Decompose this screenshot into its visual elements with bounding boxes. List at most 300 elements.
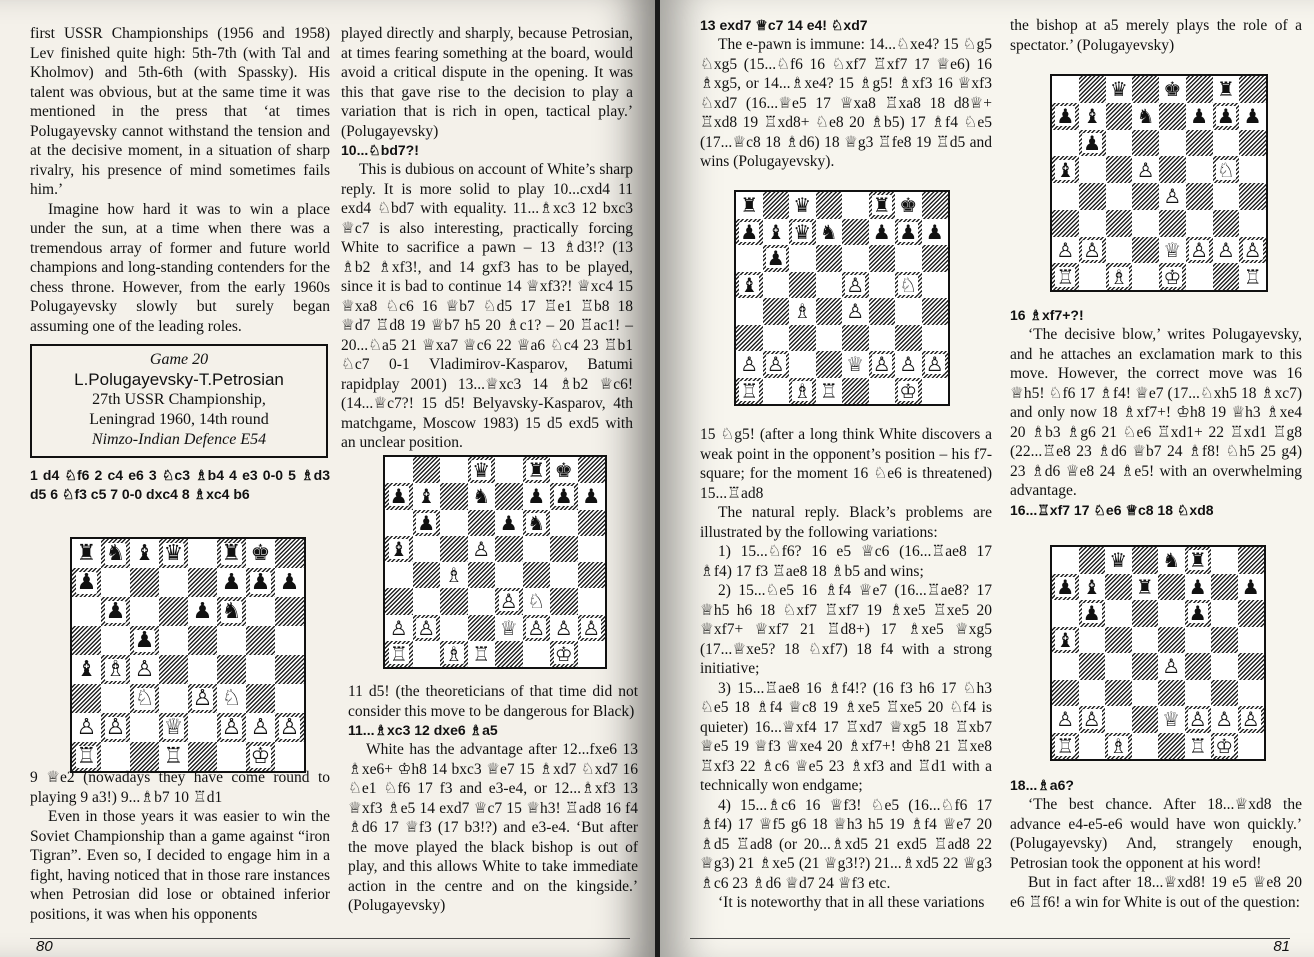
white-pawn-icon: ♙ bbox=[105, 714, 126, 740]
board-square bbox=[1106, 183, 1133, 210]
board-square bbox=[1132, 183, 1159, 210]
paragraph: This is dubious on account of White’s sharp reply. It is more solid to play 10...cxd4 11 exd4 ♘bd7 with equality. 11...♗xc3 12 bxc3 ♕c7 is also interesting, practically forcing White to sacrifice a pawn – 13 ♗d3!? (13 ♗b2 ♗xf3!, and 14 gxf3 has to be played, since it is bad to continue 14 ♕xf3?! ♕xc4 15 ♕xa8 ♘c6 16 ♕b7 ♘d5 17 ♖e1 ♖b8 18 ♕d7 ♖d8 19 ♕b7 h5 20 ♗c1? – 20 ♖ac1! – 20...♘a5 21 ♕xa7 ♕c6 22 ♕a6 ♘c4 23 ♖b1 ♘c7 0-1 Vladimirov-Kasparov, Batumi rapidplay 2001) 13...♕xc3 14 ♗b2 ♕c6! (14...♕c7?! 15 d5! Belyavsky-Kasparov, 4th matchgame, Moscow 1983) 15 d5 exd5 with an unclear position. bbox=[341, 161, 633, 451]
white-bishop-icon: ♗ bbox=[444, 563, 463, 588]
board-square bbox=[922, 325, 949, 352]
board-square bbox=[1238, 733, 1265, 760]
black-pawn-icon: ♟ bbox=[499, 510, 518, 535]
left-column-2 bbox=[341, 24, 633, 453]
white-pawn-icon: ♙ bbox=[846, 299, 865, 324]
board-square bbox=[440, 562, 468, 588]
white-pawn-icon: ♙ bbox=[872, 352, 891, 377]
board-square bbox=[816, 245, 843, 272]
white-king-icon: ♔ bbox=[554, 641, 573, 666]
board-square bbox=[1239, 130, 1266, 157]
game-players: L.Polugayevsky-T.Petrosian bbox=[74, 370, 284, 389]
black-rook-icon: ♜ bbox=[1135, 574, 1154, 599]
white-pawn-icon: ♙ bbox=[766, 352, 785, 377]
board-square bbox=[895, 245, 922, 272]
white-pawn-icon: ♙ bbox=[192, 685, 213, 711]
board-square bbox=[1213, 183, 1240, 210]
black-bishop-icon: ♝ bbox=[389, 536, 408, 561]
board-square bbox=[1132, 653, 1159, 680]
board-square bbox=[523, 536, 551, 562]
board-square bbox=[72, 684, 101, 713]
board-square bbox=[72, 597, 101, 626]
board-square bbox=[1238, 706, 1265, 733]
board-square bbox=[1159, 103, 1186, 130]
white-pawn-icon: ♙ bbox=[1056, 707, 1075, 732]
board-square bbox=[842, 245, 869, 272]
white-knight-icon: ♘ bbox=[221, 685, 242, 711]
white-pawn-icon: ♙ bbox=[527, 615, 546, 640]
white-bishop-icon: ♗ bbox=[793, 378, 812, 403]
board-square bbox=[130, 684, 159, 713]
board-square bbox=[1211, 547, 1238, 574]
board-square bbox=[1213, 210, 1240, 237]
chess-diagram-3 bbox=[734, 190, 950, 406]
board-square bbox=[72, 742, 101, 771]
white-pawn-icon: ♙ bbox=[846, 272, 865, 297]
board-square bbox=[385, 588, 413, 614]
board-square bbox=[1052, 574, 1079, 601]
move-heading: 16 ♗xf7+?! bbox=[1010, 307, 1084, 323]
board-square bbox=[1238, 547, 1265, 574]
black-pawn-icon: ♟ bbox=[582, 484, 601, 509]
black-pawn-icon: ♟ bbox=[76, 569, 97, 595]
board-square bbox=[1105, 600, 1132, 627]
chess-diagram-4 bbox=[1050, 74, 1268, 292]
board-square bbox=[789, 351, 816, 378]
board-square bbox=[578, 641, 606, 667]
board-square bbox=[1079, 263, 1106, 290]
board-square bbox=[130, 597, 159, 626]
board-square bbox=[736, 351, 763, 378]
board-square bbox=[188, 539, 217, 568]
board-square bbox=[101, 539, 130, 568]
black-pawn-icon: ♟ bbox=[1082, 601, 1101, 626]
board-square bbox=[1132, 156, 1159, 183]
board-square bbox=[1185, 547, 1212, 574]
move-heading: 13 exd7 ♕c7 14 e4! ♘xd7 bbox=[700, 17, 868, 33]
board-square bbox=[495, 615, 523, 641]
board-square bbox=[523, 510, 551, 536]
board-square bbox=[895, 325, 922, 352]
footer-rule bbox=[30, 938, 630, 939]
board-square bbox=[1158, 547, 1185, 574]
left-column-1 bbox=[30, 24, 330, 504]
board-square bbox=[816, 192, 843, 219]
black-pawn-icon: ♟ bbox=[279, 569, 300, 595]
board-square bbox=[1185, 627, 1212, 654]
board-square bbox=[736, 245, 763, 272]
board-square bbox=[440, 457, 468, 483]
white-pawn-icon: ♙ bbox=[1190, 237, 1209, 262]
board-square bbox=[895, 378, 922, 405]
board-square bbox=[275, 626, 304, 655]
white-pawn-icon: ♙ bbox=[1243, 237, 1262, 262]
board-square bbox=[72, 568, 101, 597]
board-square bbox=[246, 742, 275, 771]
board-square bbox=[922, 192, 949, 219]
white-pawn-icon: ♙ bbox=[582, 615, 601, 640]
board-square bbox=[495, 588, 523, 614]
black-rook-icon: ♜ bbox=[1216, 77, 1235, 102]
board-square bbox=[1052, 706, 1079, 733]
black-knight-icon: ♞ bbox=[105, 540, 126, 566]
board-square bbox=[1079, 103, 1106, 130]
white-pawn-icon: ♙ bbox=[221, 714, 242, 740]
board-square bbox=[246, 626, 275, 655]
board-square bbox=[217, 655, 246, 684]
black-pawn-icon: ♟ bbox=[134, 627, 155, 653]
white-pawn-icon: ♙ bbox=[1082, 707, 1101, 732]
board-square bbox=[1105, 680, 1132, 707]
white-pawn-icon: ♙ bbox=[1136, 157, 1155, 182]
white-queen-icon: ♕ bbox=[1163, 237, 1182, 262]
move-heading: 11...♗xc3 12 dxe6 ♗a5 bbox=[348, 722, 498, 738]
board-square bbox=[1106, 237, 1133, 264]
white-queen-icon: ♕ bbox=[846, 352, 865, 377]
board-square bbox=[1159, 156, 1186, 183]
board-square bbox=[385, 615, 413, 641]
board-square bbox=[922, 298, 949, 325]
board-square bbox=[1159, 130, 1186, 157]
board-square bbox=[1213, 130, 1240, 157]
board-square bbox=[130, 539, 159, 568]
board-square bbox=[816, 272, 843, 299]
board-square bbox=[159, 655, 188, 684]
board-square bbox=[275, 655, 304, 684]
board-square bbox=[1106, 103, 1133, 130]
page-number-left: 80 bbox=[36, 938, 53, 955]
board-square bbox=[1105, 574, 1132, 601]
board-square bbox=[495, 483, 523, 509]
black-bishop-icon: ♝ bbox=[76, 656, 97, 682]
board-square bbox=[413, 510, 441, 536]
variation: 2) 15...♘e5 16 ♗f4 ♕e7 (16...♖ae8? 17 ♕h5 h6 18 ♘xf7 ♖xf7 19 ♗xe5 ♖xe5 20 ♕xf7+ ♕xf7 21 ♖d8+) 17 ♗xe5 ♕xg5 (17...♕xe5? 18 ♘xf7) 18 f4 with a strong initiative; bbox=[700, 582, 992, 677]
board-square bbox=[1052, 680, 1079, 707]
board-square bbox=[468, 483, 496, 509]
board-square bbox=[385, 483, 413, 509]
white-pawn-icon: ♙ bbox=[250, 714, 271, 740]
board-square bbox=[1106, 130, 1133, 157]
board-square bbox=[1105, 706, 1132, 733]
board-square bbox=[385, 510, 413, 536]
chess-diagram-1 bbox=[70, 537, 306, 773]
board-square bbox=[246, 568, 275, 597]
black-pawn-icon: ♟ bbox=[1216, 104, 1235, 129]
board-square bbox=[468, 641, 496, 667]
black-knight-icon: ♞ bbox=[1136, 104, 1155, 129]
white-bishop-icon: ♗ bbox=[444, 641, 463, 666]
black-knight-icon: ♞ bbox=[1162, 548, 1181, 573]
board-square bbox=[1079, 130, 1106, 157]
right-column-2-mid bbox=[1010, 306, 1302, 520]
white-pawn-icon: ♙ bbox=[1162, 654, 1181, 679]
board-square bbox=[842, 298, 869, 325]
white-king-icon: ♔ bbox=[250, 743, 271, 769]
white-pawn-icon: ♙ bbox=[76, 714, 97, 740]
board-square bbox=[895, 351, 922, 378]
board-square bbox=[101, 568, 130, 597]
board-square bbox=[275, 568, 304, 597]
board-square bbox=[922, 245, 949, 272]
board-square bbox=[922, 219, 949, 246]
black-rook-icon: ♜ bbox=[76, 540, 97, 566]
board-square bbox=[789, 272, 816, 299]
white-rook-icon: ♖ bbox=[740, 378, 759, 403]
board-square bbox=[763, 351, 790, 378]
white-pawn-icon: ♙ bbox=[925, 352, 944, 377]
board-square bbox=[523, 588, 551, 614]
board-square bbox=[101, 742, 130, 771]
board-square bbox=[736, 298, 763, 325]
white-king-icon: ♔ bbox=[899, 378, 918, 403]
white-rook-icon: ♖ bbox=[1056, 264, 1075, 289]
board-square bbox=[413, 483, 441, 509]
board-square bbox=[413, 562, 441, 588]
board-square bbox=[816, 378, 843, 405]
board-square bbox=[275, 742, 304, 771]
board-square bbox=[101, 655, 130, 684]
board-square bbox=[550, 588, 578, 614]
board-square bbox=[188, 742, 217, 771]
black-pawn-icon: ♟ bbox=[872, 219, 891, 244]
white-pawn-icon: ♙ bbox=[740, 352, 759, 377]
black-pawn-icon: ♟ bbox=[554, 484, 573, 509]
board-square bbox=[1159, 237, 1186, 264]
white-knight-icon: ♘ bbox=[1216, 157, 1235, 182]
board-square bbox=[246, 684, 275, 713]
black-king-icon: ♚ bbox=[899, 193, 918, 218]
board-square bbox=[789, 245, 816, 272]
black-king-icon: ♚ bbox=[554, 458, 573, 483]
black-pawn-icon: ♟ bbox=[250, 569, 271, 595]
board-square bbox=[385, 536, 413, 562]
board-square bbox=[816, 298, 843, 325]
black-pawn-icon: ♟ bbox=[925, 219, 944, 244]
paragraph: played directly and sharply, because Petrosian, at times fearing something at the board, would avoid a critical dispute in the opening. It was this that gave rise to the decision to play a variation that is rich in open, tactical play.’ (Polugayevsky) bbox=[341, 25, 633, 140]
board-square bbox=[523, 483, 551, 509]
board-square bbox=[1052, 103, 1079, 130]
board-square bbox=[246, 597, 275, 626]
white-knight-icon: ♘ bbox=[134, 685, 155, 711]
board-square bbox=[440, 483, 468, 509]
move-heading: 16...♖xf7 17 ♘e6 ♕c8 18 ♘xd8 bbox=[1010, 501, 1214, 518]
board-square bbox=[188, 626, 217, 655]
board-square bbox=[1052, 600, 1079, 627]
board-square bbox=[217, 597, 246, 626]
board-square bbox=[1238, 653, 1265, 680]
black-bishop-icon: ♝ bbox=[1056, 627, 1075, 652]
board-square bbox=[789, 325, 816, 352]
white-bishop-icon: ♗ bbox=[1109, 264, 1128, 289]
board-square bbox=[188, 597, 217, 626]
white-bishop-icon: ♗ bbox=[793, 299, 812, 324]
board-square bbox=[1079, 156, 1106, 183]
board-square bbox=[217, 684, 246, 713]
board-square bbox=[842, 351, 869, 378]
board-square bbox=[468, 615, 496, 641]
board-square bbox=[789, 298, 816, 325]
board-square bbox=[217, 713, 246, 742]
board-square bbox=[495, 536, 523, 562]
white-king-icon: ♔ bbox=[1163, 264, 1182, 289]
board-square bbox=[385, 457, 413, 483]
board-square bbox=[1158, 627, 1185, 654]
black-pawn-icon: ♟ bbox=[105, 598, 126, 624]
variation: 3) 15...♖ae8 16 ♗f4!? (16 f3 h6 17 ♘h3 ♘e5 18 ♗f4 ♕c8 19 ♗xe5 ♖xe5 20 ♘f4 is quieter) 16...♕xf4 17 ♖xd7 ♕xg5 18 ♖xb7 ♕e5 19 ♕f3 ♕xe4 20 ♗xf7+! ♔h8 21 ♖xe8 ♖xf3 22 ♗c6 ♕e5 23 ♗xf3 and ♖d1 with a technically won endgame; bbox=[700, 679, 992, 794]
board-square bbox=[1106, 210, 1133, 237]
board-square bbox=[1079, 627, 1106, 654]
board-square bbox=[413, 588, 441, 614]
board-square bbox=[217, 539, 246, 568]
white-pawn-icon: ♙ bbox=[554, 615, 573, 640]
board-square bbox=[578, 588, 606, 614]
board-square bbox=[275, 539, 304, 568]
board-square bbox=[130, 568, 159, 597]
board-square bbox=[1211, 574, 1238, 601]
board-square bbox=[578, 615, 606, 641]
board-square bbox=[1105, 653, 1132, 680]
board-square bbox=[550, 510, 578, 536]
board-square bbox=[523, 562, 551, 588]
board-square bbox=[550, 536, 578, 562]
board-square bbox=[550, 457, 578, 483]
board-square bbox=[550, 562, 578, 588]
board-square bbox=[275, 684, 304, 713]
board-square bbox=[1239, 183, 1266, 210]
board-square bbox=[217, 568, 246, 597]
board-square bbox=[1052, 76, 1079, 103]
board-square bbox=[1185, 600, 1212, 627]
black-rook-icon: ♜ bbox=[740, 193, 759, 218]
white-pawn-icon: ♙ bbox=[417, 615, 436, 640]
board-square bbox=[1238, 600, 1265, 627]
board-square bbox=[1132, 263, 1159, 290]
board-square bbox=[1052, 547, 1079, 574]
variation: 4) 15...♗c6 16 ♕f3! ♘e5 (16...♘f6 17 ♗f4) 17 ♕f5 g6 18 ♕h3 h5 19 ♗f4 ♕e7 20 ♗d5 ♖ad8 (or 20...♗xd5 21 exd5 ♖ad8 22 ♕g3) 21 ♗xe5 (21 ♕g3!?) 21...♗xd5 22 ♕g3 ♗c6 23 ♗d6 ♕d7 24 ♕f3 etc. bbox=[700, 796, 992, 892]
paragraph: Imagine how hard it was to win a place under the sun, at a time when there was a tremendous array of former and future world champions and long-standing contenders for the chess throne. However, from the early 1960s Polugayevsky slowly but surely began assuming one of the leading roles. bbox=[30, 200, 330, 335]
board-square bbox=[495, 562, 523, 588]
board-square bbox=[385, 562, 413, 588]
black-pawn-icon: ♟ bbox=[389, 484, 408, 509]
board-square bbox=[1158, 680, 1185, 707]
board-square bbox=[1105, 547, 1132, 574]
board-square bbox=[440, 641, 468, 667]
board-square bbox=[72, 655, 101, 684]
board-square bbox=[1132, 574, 1159, 601]
board-square bbox=[1132, 76, 1159, 103]
board-square bbox=[159, 684, 188, 713]
move-heading: 10...♘bd7?! bbox=[341, 142, 419, 158]
white-bishop-icon: ♗ bbox=[1109, 733, 1128, 758]
board-square bbox=[1238, 574, 1265, 601]
board-square bbox=[922, 351, 949, 378]
white-pawn-icon: ♙ bbox=[1188, 707, 1207, 732]
board-square bbox=[1158, 653, 1185, 680]
black-knight-icon: ♞ bbox=[527, 510, 546, 535]
board-square bbox=[895, 192, 922, 219]
board-square bbox=[246, 539, 275, 568]
board-square bbox=[1132, 103, 1159, 130]
board-square bbox=[895, 272, 922, 299]
board-square bbox=[550, 483, 578, 509]
board-square bbox=[1158, 733, 1185, 760]
board-square bbox=[869, 378, 896, 405]
board-square bbox=[1239, 156, 1266, 183]
white-rook-icon: ♖ bbox=[1056, 733, 1075, 758]
board-square bbox=[468, 457, 496, 483]
white-rook-icon: ♖ bbox=[389, 641, 408, 666]
left-column-1-bottom bbox=[30, 768, 330, 924]
board-square bbox=[763, 378, 790, 405]
board-square bbox=[495, 641, 523, 667]
board-square bbox=[736, 219, 763, 246]
board-square bbox=[578, 457, 606, 483]
board-square bbox=[1158, 574, 1185, 601]
paragraph: But in fact after 18...♕xd8! 19 e5 ♕e8 20 e6 ♖f6! a win for White is out of the question: bbox=[1010, 874, 1302, 911]
board-square bbox=[578, 536, 606, 562]
board-square bbox=[1159, 210, 1186, 237]
board-square bbox=[1186, 263, 1213, 290]
paragraph: The e-pawn is immune: 14...♘xe4? 15 ♘g5 ♘xg5 (15...♘f6 16 ♘xf7 ♖xf7 17 ♕e6) 16 ♗xg5, or 14...♗xe4? 15 ♗g5! ♗xf3 16 ♕xf3 ♘xd7 (16...♕e5 17 ♕xa8 ♖xa8 18 d8♕+ ♖xd8 19 ♖xd8+ ♘e8 20 ♗b5) 17 ♗f4 ♘e5 (17...♕c8 18 ♗d6) 18 ♕g3 ♖fe8 19 ♖d5 and wins (Polugayevsky). bbox=[700, 36, 992, 170]
board-square bbox=[440, 536, 468, 562]
board-square bbox=[1186, 103, 1213, 130]
board-square bbox=[1079, 680, 1106, 707]
board-square bbox=[842, 272, 869, 299]
white-rook-icon: ♖ bbox=[163, 743, 184, 769]
paragraph: ‘The decisive blow,’ writes Polugayevsky, and he attaches an exclamation mark to this move. However, the correct move was 16 ♕h5! ♘f6 17 ♗f4! ♕e7 (17...♘xh5 18 ♗xc7) and only now 18 ♗xf7+! ♔h8 19 ♕h3 ♗xe4 20 ♗b3 ♗g6 21 ♘e6 ♖xd1+ 22 ♖xd1 ♖g8 (22...♖e8 23 ♗d6 ♕b7 24 ♗f8! ♘h5 25 g4) 23 ♗d6 ♕e8 24 ♗e5! with an overwhelming advantage. bbox=[1010, 326, 1302, 499]
white-pawn-icon: ♙ bbox=[899, 352, 918, 377]
board-square bbox=[1132, 210, 1159, 237]
paragraph: White has the advantage after 12...fxe6 13 ♗xe6+ ♔h8 14 bxc3 ♕e7 15 ♗xd7 ♘xd7 16 ♘e1 ♘f6 17 f3 and e3-e4, or 12...♗xf3 13 ♕xf3 ♗e5 14 exd7 ♕c7 15 ♕h3! ♖ad8 16 f4 ♗d6 17 ♕f3 (17 b3!?) and e3-e4. ‘But after the move played the black bishop is out of play, and this allows White to take immediate action in the centre and on the kingside.’ (Polugayevsky) bbox=[348, 741, 638, 914]
paragraph: ‘It is noteworthy that in all these variations bbox=[718, 894, 985, 911]
board-square bbox=[101, 713, 130, 742]
black-queen-icon: ♛ bbox=[793, 219, 812, 244]
board-square bbox=[468, 562, 496, 588]
board-square bbox=[72, 539, 101, 568]
board-square bbox=[763, 298, 790, 325]
black-knight-icon: ♞ bbox=[472, 484, 491, 509]
board-square bbox=[736, 272, 763, 299]
right-column-1-bottom bbox=[700, 425, 992, 913]
board-square bbox=[1211, 680, 1238, 707]
black-pawn-icon: ♟ bbox=[1056, 104, 1075, 129]
black-queen-icon: ♛ bbox=[472, 458, 491, 483]
move-heading: 18...♗a6? bbox=[1010, 777, 1074, 793]
board-square bbox=[159, 742, 188, 771]
board-square bbox=[246, 655, 275, 684]
paragraph: the bishop at a5 merely plays the role of a spectator.’ (Polugayevsky) bbox=[1010, 17, 1302, 54]
board-square bbox=[440, 588, 468, 614]
black-pawn-icon: ♟ bbox=[527, 484, 546, 509]
right-column-2-bottom bbox=[1010, 776, 1302, 912]
black-pawn-icon: ♟ bbox=[1243, 104, 1262, 129]
board-square bbox=[869, 351, 896, 378]
board-square bbox=[1186, 76, 1213, 103]
board-square bbox=[763, 272, 790, 299]
board-square bbox=[1186, 210, 1213, 237]
white-knight-icon: ♘ bbox=[527, 589, 546, 614]
black-queen-icon: ♛ bbox=[1109, 548, 1128, 573]
board-square bbox=[385, 641, 413, 667]
board-square bbox=[1052, 653, 1079, 680]
chess-diagram-2 bbox=[383, 455, 607, 669]
black-pawn-icon: ♟ bbox=[1241, 574, 1260, 599]
board-square bbox=[1105, 627, 1132, 654]
board-square bbox=[1211, 733, 1238, 760]
